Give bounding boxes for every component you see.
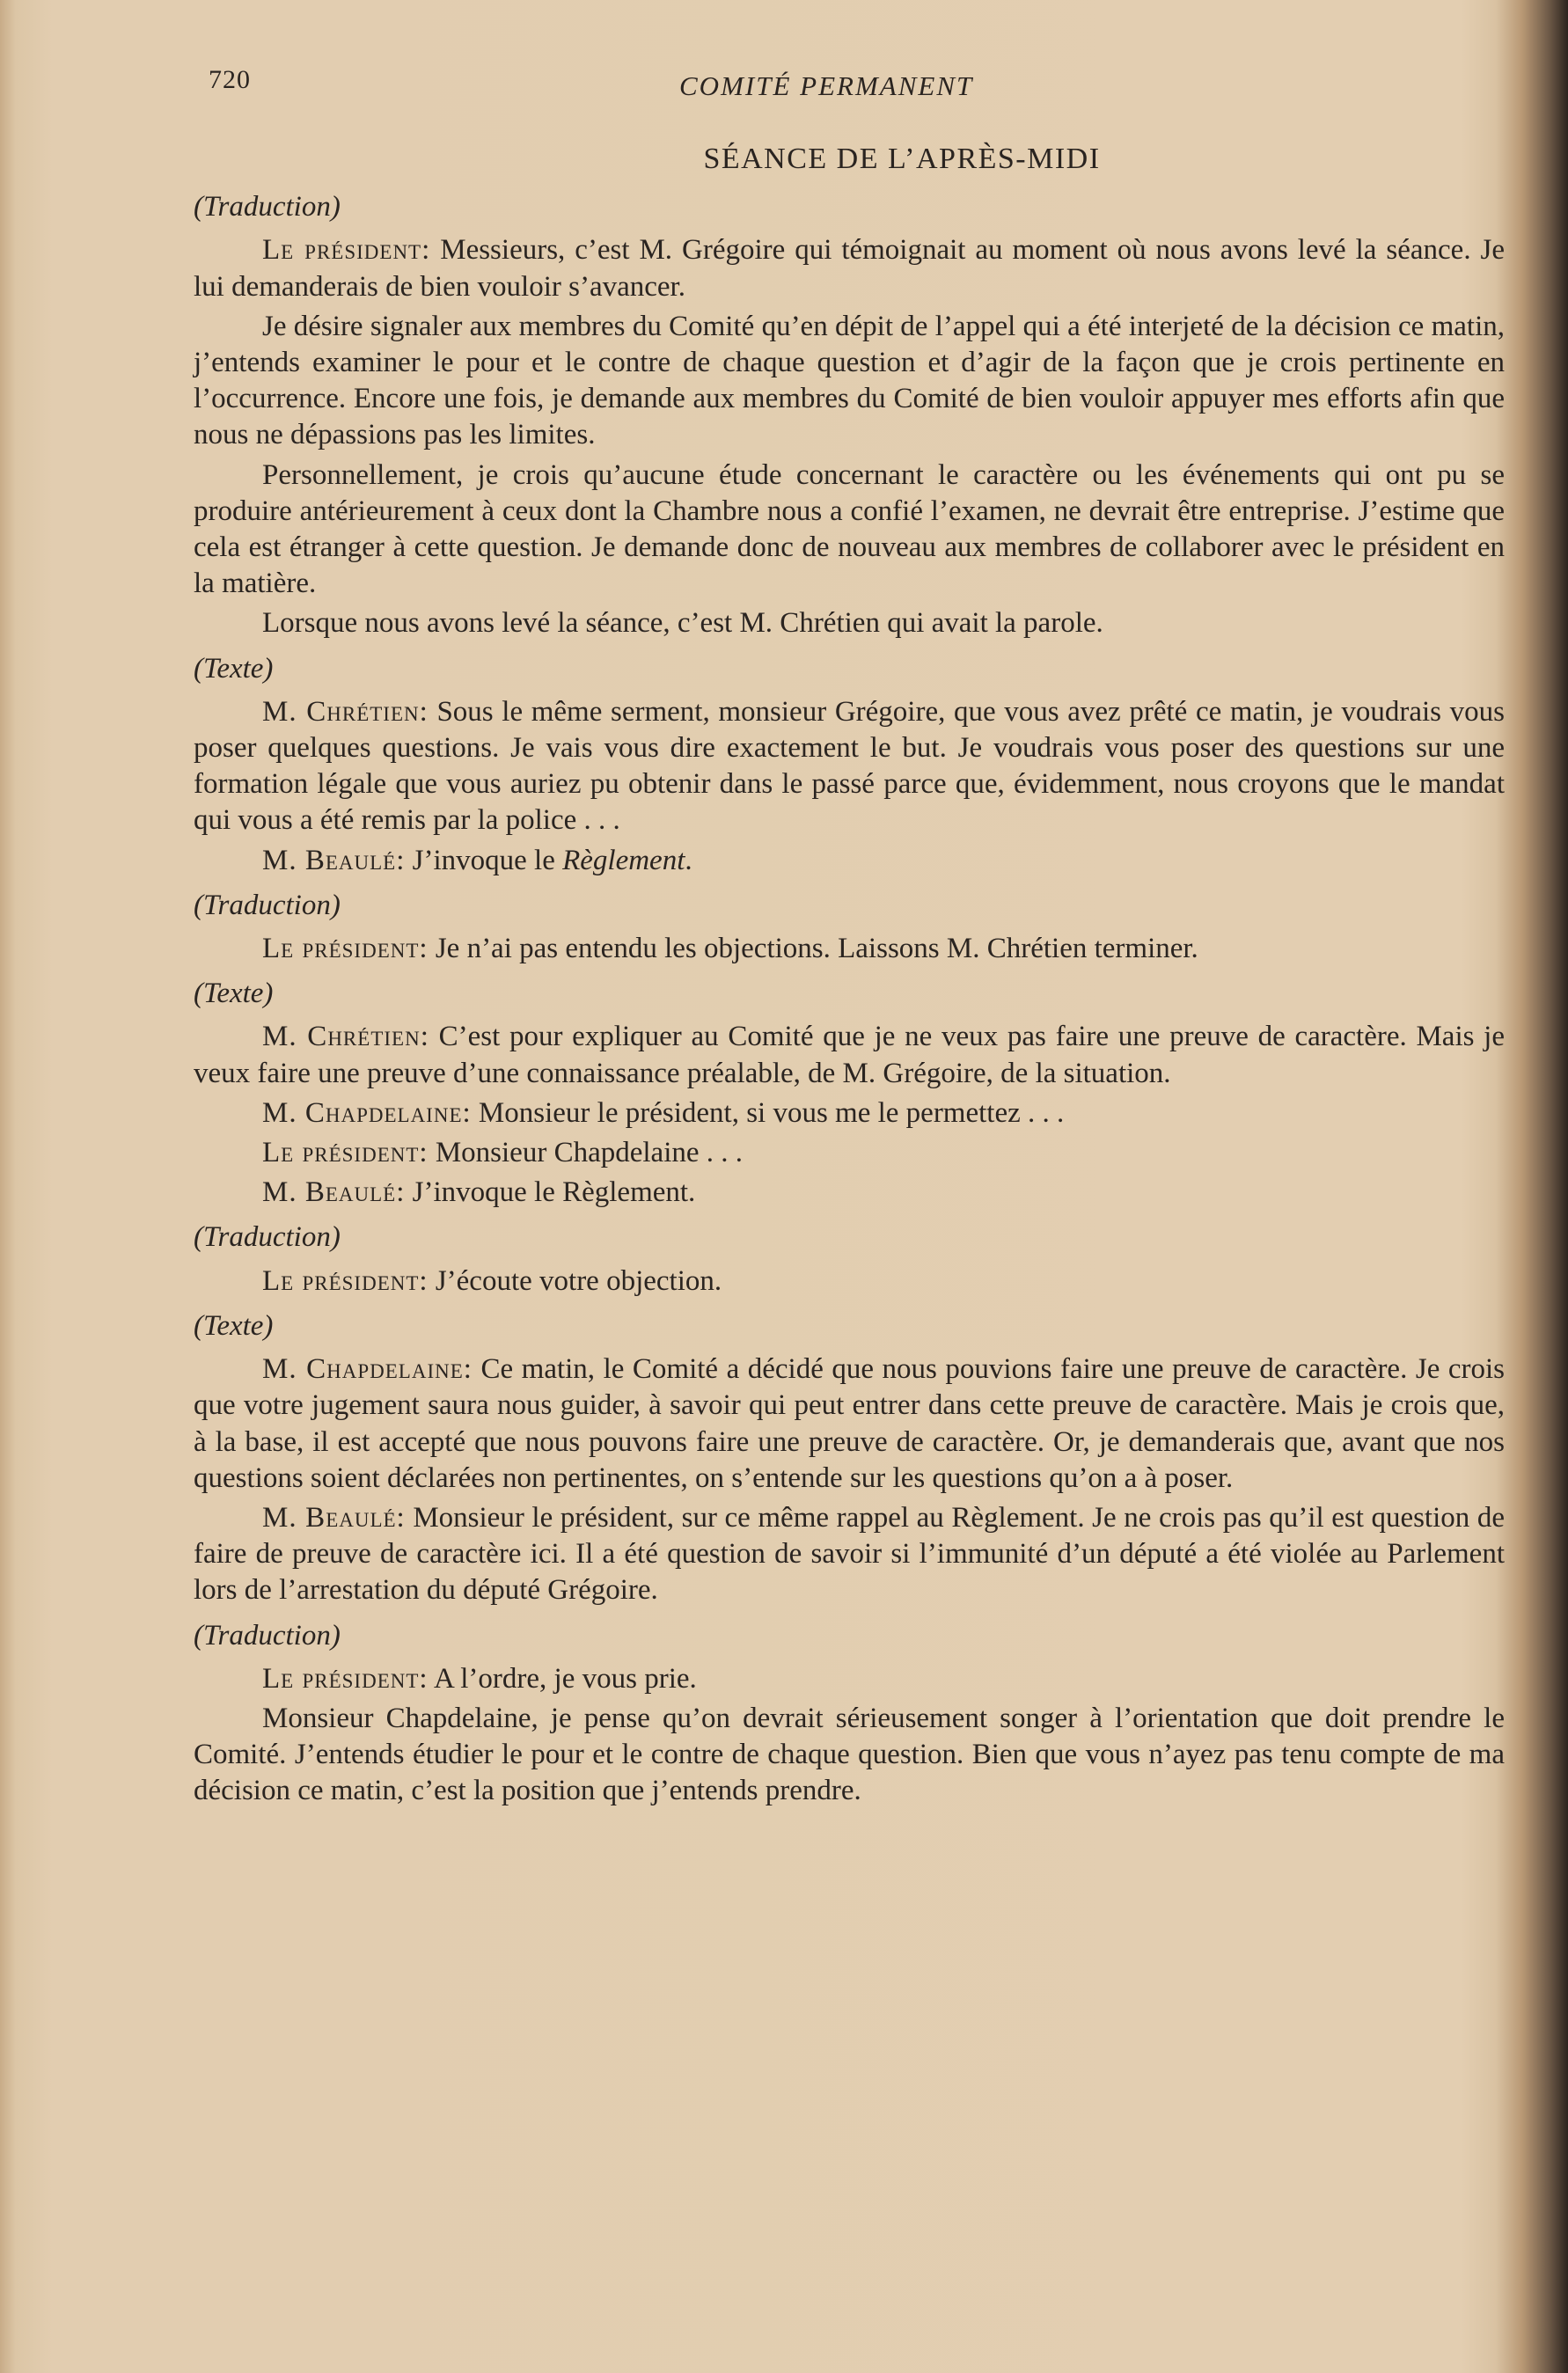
paragraph [194, 1175, 1505, 1211]
speaker-name: M. Beaulé: [262, 844, 406, 876]
paragraph-text: J’invoque le [405, 844, 563, 876]
paragraph [194, 1701, 1505, 1810]
paragraph [194, 1095, 1505, 1132]
speaker-name: M. Beaulé: [262, 1176, 406, 1209]
paragraph-text: Messieurs, c’est M. Grégoire qui témoignait au moment où nous avons levé la séance. Je lui demanderais de bien vouloir s’avancer. [194, 234, 1505, 303]
paragraph-tail: . [685, 844, 692, 876]
paragraph-text: Ce matin, le Comité a décidé que nous pouvions faire une preuve de caractère. Je crois que votre jugement saura nous guider, à savoir qui peut entrer dans cette preuve de caractère. Mais je crois que, à la base, il est accepté que nous pouvons faire une preuve de caractère. Or, je demanderais que, avant que nos questions soient déclarées non pertinentes, on s’entende sur les questions qu’on a à poser. [194, 1353, 1506, 1494]
speaker-name: M. Beaulé: [262, 1501, 406, 1534]
paragraph [194, 232, 1505, 304]
paragraph-text: C’est pour expliquer au Comité que je ne veux pas faire une preuve de caractère. Mais je veux faire une preuve d’une connaissance préalable, de M. Grégoire, de la situation. [194, 1021, 1505, 1089]
speaker-name: Le président: [262, 234, 431, 267]
paragraph [194, 605, 1505, 641]
speaker-name: Le président: [262, 1137, 429, 1169]
paragraph [194, 931, 1505, 967]
paragraph-text: Je désire signaler aux membres du Comité qu’en dépit de l’appel qui a été interjeté de la décision ce matin, j’entends examiner le pour et le contre de chaque question et d’agir de la façon que je crois pertinente en l’occurrence. Encore une fois, je demande aux membres du Comité de bien vouloir appuyer mes efforts afin que nous ne dépassions pas les limites. [194, 310, 1505, 451]
paragraph-text: A l’ordre, je vous prie. [428, 1662, 697, 1695]
language-marker: (Texte) [194, 1309, 274, 1342]
speaker-name: M. Chrétien: [262, 695, 429, 728]
paragraph [194, 1263, 1505, 1300]
language-marker: (Traduction) [194, 191, 341, 223]
paragraph [194, 309, 1505, 454]
speaker-name: Le président: [262, 933, 429, 965]
speaker-name: Le président: [262, 1264, 429, 1297]
speaker-name: Le président: [262, 1662, 429, 1695]
speaker-name: M. Chrétien: [262, 1021, 429, 1053]
page-number: 720 [209, 65, 251, 94]
paragraph [194, 1019, 1505, 1091]
speaker-name: M. Chapdelaine: [262, 1353, 473, 1386]
language-marker: (Traduction) [194, 1221, 341, 1254]
paragraph-text: Je n’ai pas entendu les objections. Laissons M. Chrétien terminer. [428, 933, 1198, 965]
paragraph [194, 458, 1505, 603]
paragraph-text: Lorsque nous avons levé la séance, c’est M. Chrétien qui avait la parole. [262, 607, 1103, 640]
language-marker: (Texte) [194, 978, 274, 1010]
page-header [209, 65, 1502, 100]
paragraph [194, 1351, 1505, 1497]
paragraph [194, 1500, 1505, 1609]
paragraph [194, 843, 1505, 879]
paragraph-text: Personnellement, je crois qu’aucune étude concernant le caractère ou les événements qui ont pu se produire antérieurement à ceux dont la Chambre nous a confié l’examen, ne devrait être entreprise. J’estime que cela est étranger à cette question. Je demande donc de nouveau aux membres de collaborer avec le président en la matière. [194, 458, 1505, 600]
paragraph-text: Monsieur Chapdelaine . . . [428, 1137, 744, 1169]
language-marker: (Traduction) [194, 1619, 341, 1652]
language-marker: (Traduction) [194, 889, 341, 921]
paragraph [194, 694, 1505, 839]
speaker-name: M. Chapdelaine: [262, 1096, 472, 1129]
paragraph-text: Sous le même serment, monsieur Grégoire, que vous avez prêté ce matin, je voudrais vous poser quelques questions. Je vais vous dire exactement le but. Je voudrais vous poser des questions sur une formation légale que vous auriez pu obtenir dans le passé parce que, évidemment, nous croyons que le mandat qui vous a été remis par la police . . . [194, 695, 1506, 837]
language-marker: (Texte) [194, 652, 274, 685]
section-title: SÉANCE DE L’APRÈS-MIDI [703, 143, 1101, 175]
page-body [194, 141, 1505, 1813]
transcript [194, 189, 1505, 1809]
paragraph-text: Monsieur le président, sur ce même rappel au Règlement. Je ne crois pas qu’il est question de faire de preuve de caractère ici. Il a été question de savoir si l’immunité d’un député a été violée au Parlement lors de l’arrestation du député Grégoire. [194, 1501, 1506, 1607]
paragraph-text: Monsieur Chapdelaine, je pense qu’on devrait sérieusement songer à l’orientation que doit prendre le Comité. J’entends étudier le pour et le contre de chaque question. Bien que vous n’ayez pas tenu compte de ma décision ce matin, c’est la position que j’entends prendre. [194, 1702, 1505, 1807]
emphasis-text: Règlement [562, 844, 685, 876]
paragraph-text: Monsieur le président, si vous me le permettez . . . [471, 1096, 1065, 1129]
paragraph-text: J’invoque le Règlement. [405, 1176, 696, 1209]
running-head: COMITÉ PERMANENT [679, 70, 974, 101]
paragraph-text: J’écoute votre objection. [428, 1264, 722, 1297]
paragraph [194, 1661, 1505, 1697]
paragraph [194, 1135, 1505, 1171]
